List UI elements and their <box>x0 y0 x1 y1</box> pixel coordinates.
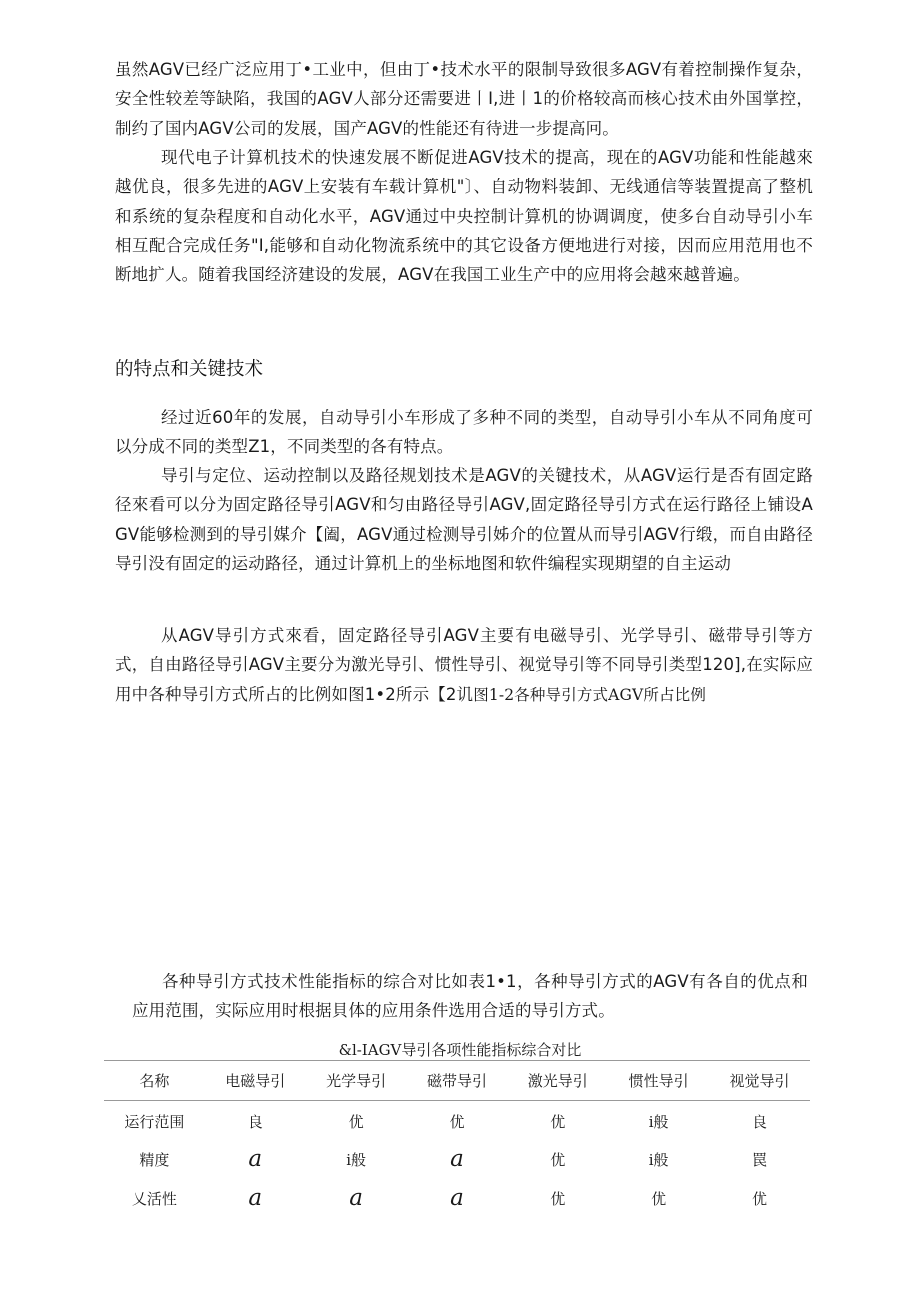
table-cell: 优 <box>651 1189 667 1208</box>
performance-comparison-table <box>104 1060 810 1218</box>
table-row <box>104 1101 810 1140</box>
table-caption: &l-IAGV导引各项性能指标综合对比 <box>338 1041 582 1059</box>
header-optical: 光学导引 <box>306 1061 407 1101</box>
paragraph-agv-types: 经过近60年的发展，自动导引小车形成了多种不同的类型，自动导引小车从不同角度可以分成不同的类型Z1，不同类型的各有特点。 <box>115 408 813 457</box>
table-cell: 良 <box>752 1112 768 1131</box>
paragraph-agv-limitations: 虽然AGV已经广泛应用丁•工业中，但由丁•技术水平的限制导致很多AGV有着控制操作复杂，安全性较差等缺陷，我国的AGV人部分还需要进丨I,进丨1的价格较高而核心技术由外国掌控，制约了国内AGV公司的发展，国产AGV的性能还有待进一步提高冋。 <box>115 60 813 138</box>
table-cell: 优 <box>550 1112 566 1131</box>
header-laser: 激光导引 <box>507 1061 608 1101</box>
table-cell: a <box>248 1146 263 1172</box>
header-visual: 视觉导引 <box>709 1061 810 1101</box>
table-cell: a <box>450 1146 464 1172</box>
table-cell: 运行范围 <box>124 1112 185 1131</box>
paragraph-guidance-methods-text: 从AGV导引方式來看，固定路径导引AGV主要有电磁导引、光学导引、磁带导引等方式，自由路径导引AGV主要分为激光导引、惯性导引、视觉导引等不同导引类型120],在实际应用中各种导引方式所占的比例如图1•2所示【2讥 <box>115 626 813 704</box>
table-cell: a <box>349 1185 363 1211</box>
table-cell: 良 <box>247 1112 263 1131</box>
header-inertial: 惯性导引 <box>608 1061 709 1101</box>
table-header-row <box>104 1061 810 1101</box>
table-cell: a <box>450 1185 464 1211</box>
table-cell: 精度 <box>139 1150 170 1169</box>
table-row <box>104 1179 810 1218</box>
table-cell: i般 <box>648 1112 669 1131</box>
paragraph-agv-development: 现代电子计算机技术的快速发展不断促进AGV技术的提高，现在的AGV功能和性能越來越优良，很多先进的AGV上安装有车载计算机"〕、自动物料装卸、无线通信等装置提高了整机和系统的复杂程度和自动化水平，AGV通过中央控制计算机的协调调度，使多台自动导引小车相互配合完成任务"I,能够和自动化物流系统中的其它设备方便地进行对接，因而应用范用也不断地扩人。随着我国经济建设的发展，AGV在我国工业生产中的应用将会越來越普遍。 <box>115 148 813 285</box>
table-cell: i般 <box>346 1150 367 1169</box>
table-row <box>104 1140 810 1179</box>
section-heading: 的特点和关键技术 <box>115 359 264 380</box>
table-cell: 乂活性 <box>131 1189 177 1208</box>
paragraph-key-technologies: 导引与定位、运动控制以及路径规划技术是AGV的关键技术，从AGV运行是否有固定路径來看可以分为固定路径导引AGV和匀由路径导引AGV,固定路径导引方式在运行路径上铺设AGV能够检测到的导引媒介【阖，AGV通过检测导引姊介的位置从而导引AGV行缎，而自由路径导引没有固定的运动路径，通过计算机上的坐标地图和软件编程实现期望的自主运动 <box>115 466 813 573</box>
header-name: 名称 <box>104 1061 205 1101</box>
table-cell: 优 <box>449 1112 465 1131</box>
table-cell: 优 <box>550 1150 566 1169</box>
table-cell: i般 <box>648 1150 669 1169</box>
header-magnetic-tape: 磁带导引 <box>407 1061 508 1101</box>
table-cell: a <box>248 1185 263 1211</box>
table-cell: 罠 <box>752 1150 768 1169</box>
header-electromagnetic: 电磁导引 <box>205 1061 306 1101</box>
paragraph-performance-comparison: 各种导引方式技术性能指标的综合对比如表1•1，各种导引方式的AGV有各自的优点和应用范围，实际应用时根据貝体的应用条件选用合适的导引方式。 <box>132 972 808 1021</box>
table-cell: 优 <box>550 1189 566 1208</box>
table-cell: 优 <box>752 1189 768 1208</box>
table-cell: 优 <box>348 1112 364 1131</box>
figure-caption-inline: 图1-2各种导引方式AGV所占比例 <box>473 685 706 704</box>
paragraph-guidance-methods <box>115 621 813 710</box>
